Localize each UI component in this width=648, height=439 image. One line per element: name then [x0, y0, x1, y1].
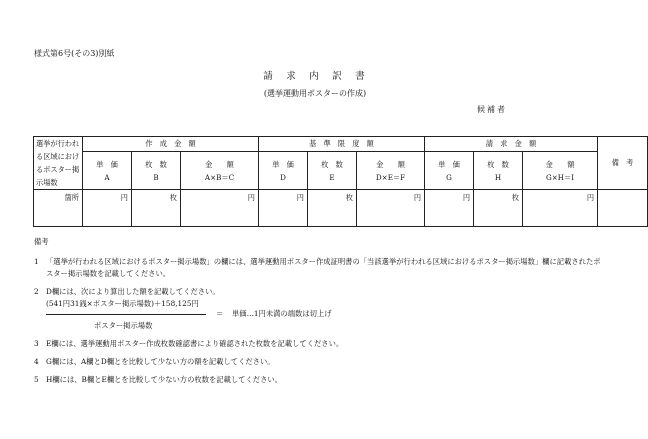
- column-header: 単 価 A: [83, 152, 132, 190]
- column-header: 金 額 D×E＝F: [357, 152, 425, 190]
- data-cell[interactable]: 円: [83, 190, 132, 227]
- group-header-production: 作 成 金 額: [83, 137, 259, 152]
- page-title: 請 求 内 訳 書: [263, 71, 367, 82]
- page-subtitle: (選挙運動用ポスターの作成): [263, 89, 367, 98]
- remarks-cell[interactable]: [598, 190, 648, 227]
- claim-breakdown-table: [33, 136, 648, 227]
- note-item: 4 G欄には、A欄とD欄とを比較して少ない方の額を記載してください。: [34, 357, 275, 366]
- formula-numerator: (541円31銭×ポスター掲示場数)＋158,125円: [46, 299, 199, 308]
- table-row: [34, 190, 648, 227]
- table-row-header: 選挙が行われる区域におけるポスター掲示場数: [34, 137, 83, 190]
- fraction-bar: [46, 314, 206, 315]
- formula-denominator: ポスター掲示場数: [94, 321, 153, 330]
- data-cell[interactable]: 円: [259, 190, 308, 227]
- data-cell[interactable]: 円: [181, 190, 259, 227]
- group-header-claim: 請 求 金 額: [425, 137, 598, 152]
- form-id: 様式第6号(その3)別紙: [34, 49, 115, 58]
- note-item: 3 E欄には、選挙運動用ポスター作成枚数確認書により確認された枚数を記載してください。: [34, 339, 344, 348]
- data-cell[interactable]: 枚: [474, 190, 523, 227]
- formula-rounding-note: 単価…1円未満の端数は切上げ: [232, 309, 332, 318]
- data-cell[interactable]: 枚: [132, 190, 181, 227]
- column-header: 金 額 A×B＝C: [181, 152, 259, 190]
- data-cell[interactable]: 円: [425, 190, 474, 227]
- notes-section: [34, 236, 604, 392]
- column-header: 枚 数 B: [132, 152, 181, 190]
- column-header: 金 額 G×H＝I: [523, 152, 598, 190]
- data-cell[interactable]: 箇所: [34, 190, 83, 227]
- unit-price-formula: [46, 298, 604, 338]
- candidate-label: 候補者: [477, 105, 507, 114]
- note-item: 1 「選挙が行われる区域におけるポスター掲示場数」の欄には、選挙運動用ポスター作成証明書の「当該選挙が行われる区域におけるポスター掲示場数」欄に記載されたポスター掲示場数を記載してください。: [34, 257, 601, 278]
- note-item: 5 H欄には、B欄とE欄とを比較して少ない方の枚数を記載してください。: [34, 375, 282, 384]
- column-header: 単 価 G: [425, 152, 474, 190]
- column-header: 枚 数 E: [308, 152, 357, 190]
- data-cell[interactable]: 円: [357, 190, 425, 227]
- formula-equals: ＝: [216, 309, 224, 318]
- column-header: 枚 数 H: [474, 152, 523, 190]
- remarks-header: 備 考: [598, 137, 648, 190]
- data-cell[interactable]: 円: [523, 190, 598, 227]
- note-item: 2 D欄には、次により算出した額を記載してください。 (541円31銭×ポスター掲示場数)＋158,125円 ＝ 単価…1円未満の端数は切上げ ポスター掲示場数: [34, 286, 604, 338]
- notes-heading: 備考: [34, 237, 49, 246]
- column-header: 単 価 D: [259, 152, 308, 190]
- data-cell[interactable]: 枚: [308, 190, 357, 227]
- group-header-limit: 基 準 限 度 額: [259, 137, 425, 152]
